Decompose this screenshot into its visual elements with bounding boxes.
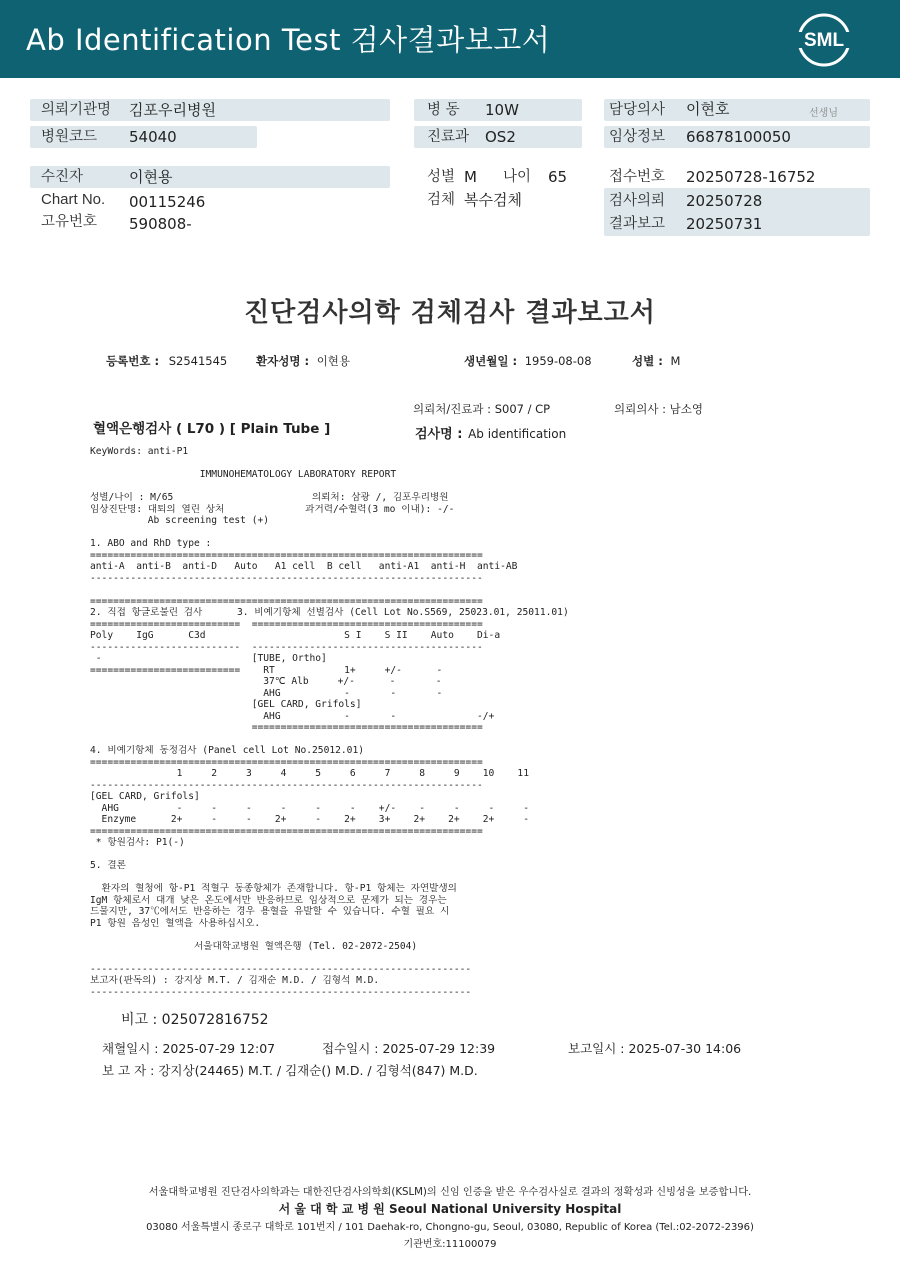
receive-value: 2025-07-29 12:39 xyxy=(382,1041,496,1056)
report-line: P1 항원 음성인 혈액을 사용하십시오. xyxy=(90,917,261,929)
reg-value: S2541545 xyxy=(168,354,228,368)
clinical-value: 66878100050 xyxy=(686,128,791,146)
test-name xyxy=(415,423,566,442)
reporter-value: 강지상(24465) M.T. / 김재순() M.D. / 김형석(847) M.D. xyxy=(158,1063,478,1078)
request-value: 20250728 xyxy=(686,192,763,210)
report-line: 환자의 혈청에 항-P1 적혈구 동종항체가 존재합니다. 항-P1 항체는 자연발생의 xyxy=(90,883,457,894)
name-label: 환자성명 : xyxy=(256,354,310,368)
doctor-suffix: 선생님 xyxy=(809,108,838,119)
report-line: 37℃ Alb +/- - - xyxy=(90,676,442,687)
dob-value: 1959-08-08 xyxy=(524,354,592,368)
footer-address: 03080 서울특별시 종로구 대학로 101번지 / 101 Daehak-ro, Chongno-gu, Seoul, 03080, Republic of Korea (Tel.:02-2072-2396) xyxy=(146,1222,754,1233)
report-line: ------------------------------------------------------------------ xyxy=(90,986,472,998)
report-line: ========================== ======================================== xyxy=(90,618,483,630)
test-label: 검사명 : xyxy=(415,427,463,442)
report-line: 1 2 3 4 5 6 7 8 9 10 11 xyxy=(90,768,529,779)
collect-value: 2025-07-29 12:07 xyxy=(162,1041,276,1056)
uid-label: 고유번호 xyxy=(41,214,98,230)
receipt-value: 20250728-16752 xyxy=(686,168,816,186)
footer-hospital-name: 서 울 대 학 교 병 원 Seoul National University Hospital xyxy=(278,1202,622,1216)
report-line: ==================================================================== xyxy=(90,595,483,607)
hospital-code-label: 병원코드 xyxy=(41,129,98,145)
report-line: 성별/나이 : M/65 의뢰처: 삼광 /, 김포우리병원 xyxy=(90,492,449,503)
report-line: 드물지만, 37℃에서도 반응하는 경우 용혈을 유발할 수 있습니다. 수혈 필요 시 xyxy=(90,906,450,917)
report-line: 1. ABO and RhD type : xyxy=(90,538,212,549)
report-line xyxy=(90,952,610,964)
report-line: -------------------------------------------------------------------- xyxy=(90,779,483,791)
footer-certification: 서울대학교병원 진단검사의학과는 대한진단검사의학회(KSLM)의 신임 인증을 받은 우수검사실로 결과의 정확성과 신빙성을 보증합니다. xyxy=(148,1187,752,1198)
report-line: AHG - - - xyxy=(90,687,443,699)
sex-label: 성별 xyxy=(427,169,456,185)
patient-label: 수진자 xyxy=(41,169,84,185)
report-line: ======================================== xyxy=(90,722,483,733)
receive-time xyxy=(322,1039,495,1057)
report-line xyxy=(90,458,610,470)
specimen-value: 복수검체 xyxy=(464,191,522,209)
specimen-label: 검체 xyxy=(427,192,456,208)
report-line: IMMUNOHEMATOLOGY LABORATORY REPORT xyxy=(90,469,397,480)
chart-label: Chart No. xyxy=(41,191,106,208)
doc-sex-label: 성별 : xyxy=(632,354,663,368)
sml-logo xyxy=(796,12,852,68)
report-line: [GEL CARD, Grifols] xyxy=(90,791,200,802)
ward-value: 10W xyxy=(485,101,519,119)
sex-value: M xyxy=(464,168,477,186)
report-line: 서울대학교병원 혈액은행 (Tel. 02-2072-2504) xyxy=(90,940,418,952)
report-line: * 항원검사: P1(-) xyxy=(90,837,185,848)
age-label: 나이 xyxy=(503,169,532,185)
report-line xyxy=(90,849,610,861)
report-line: 2. 직접 항글로불린 검사 3. 비예기항체 선별검사 (Cell Lot No.S569, 25023.01, 25011.01) xyxy=(90,607,569,618)
reporter-label: 보 고 자 : xyxy=(102,1063,155,1078)
report-date-value: 20250731 xyxy=(686,215,763,233)
report-line: 5. 결론 xyxy=(90,860,126,871)
logo-text: SML xyxy=(803,30,845,51)
document-title: 진단검사의학 검체검사 결과보고서 xyxy=(244,298,656,328)
report-line: 4. 비예기항체 동정검사 (Panel cell Lot No.25012.01) xyxy=(90,745,365,756)
report-date-label: 결과보고 xyxy=(609,216,666,232)
reporter xyxy=(102,1061,478,1079)
age-value: 65 xyxy=(548,168,568,186)
report-line xyxy=(90,481,610,493)
request-label: 검사의뢰 xyxy=(609,193,666,209)
report-line: ========================== RT 1+ +/- - xyxy=(90,664,443,676)
report-title: Ab Identification Test 검사결과보고서 xyxy=(26,23,551,57)
report-line: Enzyme 2+ - - 2+ - 2+ 3+ 2+ 2+ 2+ - xyxy=(90,814,529,825)
doc-sex xyxy=(632,353,680,369)
footer-institution-code: 기관번호:11100079 xyxy=(403,1239,497,1250)
report-line: ------------------------------------------------------------------ xyxy=(90,963,472,975)
report-line: ==================================================================== xyxy=(90,549,483,561)
request-doctor: 의뢰의사 : 남소영 xyxy=(614,402,703,416)
report-line: [GEL CARD, Grifols] xyxy=(90,699,362,710)
report-line: - [TUBE, Ortho] xyxy=(90,653,327,664)
report-line: 보고자(판독의) : 강지상 M.T. / 김재순 M.D. / 김형석 M.D. xyxy=(90,975,380,986)
section-title: 혈액은행검사 ( L70 ) [ Plain Tube ] xyxy=(93,421,331,437)
clinical-label: 임상정보 xyxy=(609,129,666,145)
collect-time xyxy=(102,1039,275,1057)
note-value: 025072816752 xyxy=(161,1012,269,1028)
doctor-value: 이현호 xyxy=(686,100,730,118)
report-time-value: 2025-07-30 14:06 xyxy=(628,1041,742,1056)
report-line: Poly IgG C3d S I S II Auto Di-a xyxy=(90,630,501,641)
receive-label: 접수일시 : xyxy=(322,1041,379,1056)
report-line xyxy=(90,734,610,746)
chart-value: 00115246 xyxy=(129,193,206,211)
label-box xyxy=(30,166,390,188)
report-line: 임상진단명: 대퇴의 열린 상처 과거력/수혈력(3 mo 이내): -/- xyxy=(90,503,455,515)
reg-label: 등록번호 : xyxy=(106,354,160,368)
report-line xyxy=(90,872,610,884)
test-value: Ab identification xyxy=(468,427,567,441)
hospital-code-value: 54040 xyxy=(129,128,177,146)
report-line xyxy=(90,929,610,941)
report-line: Ab screening test (+) xyxy=(90,515,270,526)
receipt-label: 접수번호 xyxy=(609,169,666,185)
lab-report-body xyxy=(90,446,610,998)
uid-value: 590808- xyxy=(129,215,192,233)
report-line: -------------------------- ---------------------------------------- xyxy=(90,641,483,653)
name-value: 이현용 xyxy=(316,354,351,368)
report-line: KeyWords: anti-P1 xyxy=(90,446,189,457)
report-line: anti-A anti-B anti-D Auto A1 cell B cell anti-A1 anti-H anti-AB xyxy=(90,561,518,572)
report-line: AHG - - -/+ xyxy=(90,710,495,722)
report-line: AHG - - - - - - +/- - - - - xyxy=(90,802,529,814)
institution-label: 의뢰기관명 xyxy=(41,102,112,118)
patient-name xyxy=(256,353,350,369)
dept-value: OS2 xyxy=(485,128,516,146)
report-line: ==================================================================== xyxy=(90,756,483,768)
report-line: ==================================================================== xyxy=(90,825,483,837)
doc-sex-value: M xyxy=(670,354,681,368)
report-time-label: 보고일시 : xyxy=(568,1041,625,1056)
report-line: -------------------------------------------------------------------- xyxy=(90,572,483,584)
ward-label: 병 동 xyxy=(427,102,460,118)
note-label: 비고 : xyxy=(121,1012,158,1028)
doctor-label: 담당의사 xyxy=(609,102,666,118)
collect-label: 채혈일시 : xyxy=(102,1041,159,1056)
report-time xyxy=(568,1039,741,1057)
request-dept: 의뢰처/진료과 : S007 / CP xyxy=(413,402,551,416)
dept-label: 진료과 xyxy=(427,129,470,145)
report-line: IgM 항체로서 대개 낮은 온도에서만 반응하므로 임상적으로 문제가 되는 경우는 xyxy=(90,894,447,906)
patient-value: 이현용 xyxy=(129,168,173,186)
note xyxy=(121,1009,269,1029)
dob-label: 생년월일 : xyxy=(464,354,518,368)
reg-no xyxy=(106,353,227,369)
report-line xyxy=(90,584,610,596)
institution-value: 김포우리병원 xyxy=(129,101,216,119)
dob xyxy=(464,353,592,369)
report-line xyxy=(90,527,610,539)
